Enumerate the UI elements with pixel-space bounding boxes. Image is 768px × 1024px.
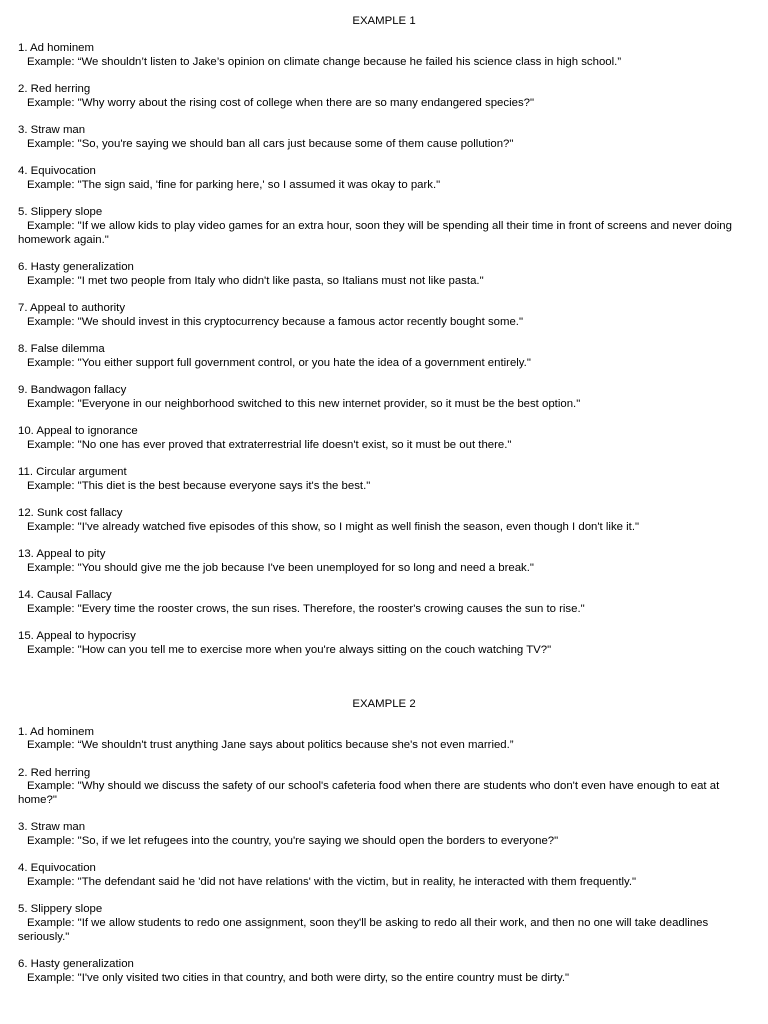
list-item	[18, 124, 750, 151]
list-item	[18, 862, 750, 889]
fallacy-example: Example: "Why should we discuss the safety of our school's cafeteria food when there are students who don't even have enough to eat at home?"	[18, 780, 720, 806]
list-item	[18, 903, 750, 944]
fallacy-name: 8. False dilemma	[18, 342, 105, 355]
fallacy-example: Example: "The sign said, 'fine for parking here,' so I assumed it was okay to park."	[27, 178, 441, 191]
fallacy-example: Example: “We shouldn't trust anything Jane says about politics because she's not even married.”	[27, 739, 514, 752]
fallacy-example: Example: "How can you tell me to exercise more when you're always sitting on the couch watching TV?"	[27, 643, 552, 656]
list-item	[18, 767, 750, 808]
list-item	[18, 548, 750, 575]
fallacy-name: 7. Appeal to authority	[18, 301, 126, 314]
list-item	[18, 343, 750, 370]
section-title: EXAMPLE 2	[352, 698, 416, 711]
fallacy-example: Example: "We should invest in this cryptocurrency because a famous actor recently bought some."	[27, 315, 524, 328]
fallacy-name: 5. Slippery slope	[18, 903, 103, 916]
list-item	[18, 726, 750, 753]
fallacy-name: 9. Bandwagon fallacy	[18, 383, 127, 396]
fallacy-name: 10. Appeal to ignorance	[18, 424, 138, 437]
fallacy-name: 11. Circular argument	[18, 465, 127, 478]
fallacy-example: Example: "I've only visited two cities in that country, and both were dirty, so the entire country must be dirty."	[27, 971, 570, 984]
list-item	[18, 42, 750, 69]
fallacy-name: 5. Slippery slope	[18, 206, 103, 219]
section-example-2	[18, 698, 750, 985]
fallacy-name: 1. Ad hominem	[18, 42, 94, 55]
list-item	[18, 165, 750, 192]
fallacy-example: Example: "If we allow students to redo one assignment, soon they'll be asking to redo all their work, and then no one will take deadlines seriously."	[18, 916, 709, 943]
section-title: EXAMPLE 1	[352, 15, 416, 27]
list-item	[18, 958, 750, 985]
fallacy-example: Example: "You either support full government control, or you hate the idea of a government entirely."	[27, 356, 531, 369]
fallacy-name: 6. Hasty generalization	[18, 957, 134, 970]
fallacy-list	[18, 726, 750, 986]
fallacy-example: Example: "This diet is the best because everyone says it's the best."	[27, 479, 371, 492]
fallacy-name: 4. Equivocation	[18, 862, 96, 875]
list-item	[18, 589, 750, 616]
fallacy-example: Example: "You should give me the job because I've been unemployed for so long and need a break."	[27, 561, 534, 574]
fallacy-example: Example: "If we allow kids to play video games for an extra hour, soon they will be spending all their time in front of screens and never doing homework again."	[18, 219, 732, 246]
list-item	[18, 261, 750, 288]
fallacy-name: 2. Red herring	[18, 83, 91, 96]
fallacy-name: 13. Appeal to pity	[18, 547, 106, 560]
list-item	[18, 507, 750, 534]
fallacy-example: Example: "Everyone in our neighborhood switched to this new internet provider, so it must be the best option."	[27, 397, 581, 410]
fallacy-list	[18, 42, 750, 657]
list-item	[18, 302, 750, 329]
fallacy-example: Example: "So, if we let refugees into the country, you're saying we should open the borders to everyone?"	[27, 834, 559, 847]
list-item	[18, 630, 750, 657]
fallacy-name: 4. Equivocation	[18, 165, 96, 178]
fallacy-example: Example: "I've already watched five episodes of this show, so I might as well finish the season, even though I don't like it."	[27, 520, 640, 533]
fallacy-name: 3. Straw man	[18, 821, 86, 834]
fallacy-name: 6. Hasty generalization	[18, 260, 134, 273]
list-item	[18, 384, 750, 411]
fallacy-example: Example: "Why worry about the rising cost of college when there are so many endangered species?"	[27, 96, 535, 109]
fallacy-example: Example: "No one has ever proved that extraterrestrial life doesn't exist, so it must be out there."	[27, 438, 512, 451]
list-item	[18, 425, 750, 452]
list-item	[18, 821, 750, 848]
fallacy-example: Example: "Every time the rooster crows, the sun rises. Therefore, the rooster's crowing causes the sun to rise."	[27, 602, 585, 615]
fallacy-name: 1. Ad hominem	[18, 725, 94, 738]
fallacy-name: 3. Straw man	[18, 124, 86, 137]
fallacy-name: 12. Sunk cost fallacy	[18, 506, 123, 519]
list-item	[18, 206, 750, 247]
list-item	[18, 83, 750, 110]
fallacy-example: Example: "The defendant said he 'did not have relations' with the victim, but in reality, he interacted with them frequently."	[27, 875, 637, 888]
fallacy-name: 15. Appeal to hypocrisy	[18, 629, 136, 642]
fallacy-example: Example: "I met two people from Italy who didn't like pasta, so Italians must not like pasta."	[27, 274, 484, 287]
document-page	[18, 15, 750, 999]
fallacy-name: 2. Red herring	[18, 766, 91, 779]
fallacy-example: Example: “We shouldn’t listen to Jake’s opinion on climate change because he failed his science class in high school.”	[27, 55, 622, 68]
list-item	[18, 466, 750, 493]
section-example-1	[18, 15, 750, 657]
fallacy-name: 14. Causal Fallacy	[18, 588, 112, 601]
fallacy-example: Example: "So, you're saying we should ban all cars just because some of them cause pollution?"	[27, 137, 514, 150]
